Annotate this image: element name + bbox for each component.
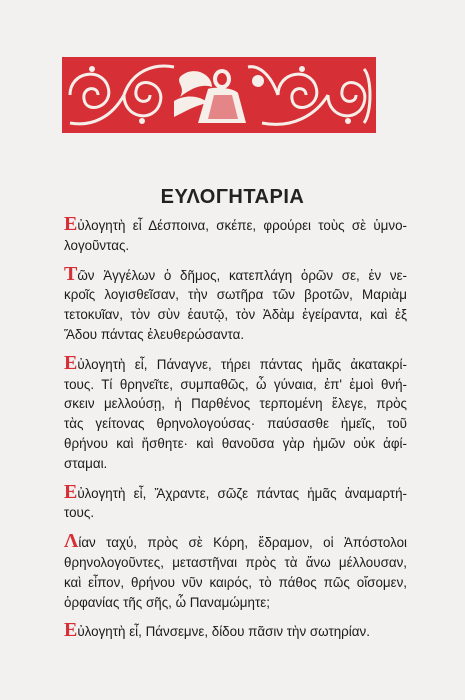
stanza	[64, 213, 407, 256]
page-title: ΕΥΛΟΓΗΤΑΡΙΑ	[160, 186, 305, 208]
red-initial: Ε	[64, 480, 78, 503]
stanza-line: Εὐλογητὴ εἶ, Ἄχραντε, σῶζε πάντας ἡμᾶς ἀναμαρτή-	[64, 480, 407, 503]
stanza-line: Εὐλογητὴ εἶ, Πάνσεμνε, δίδου πᾶσιν τὴν σωτηρίαν.	[64, 619, 370, 642]
stanza-line: Τῶν Ἀγγέλων ὁ δῆμος, κατεπλάγη ὁρῶν σε, ἐν νε-	[64, 262, 407, 285]
stanza-line: τους. Τί θρηνεῖτε, συμπαθῶς, ὦ γύναια, ἐπ' ἐμοὶ θνή-	[64, 376, 407, 392]
stanza	[64, 262, 407, 345]
stanza-line: Εὐλογητὴ εἶ, Πάναγνε, τήρει πάντας ἡμᾶς ἀκατακρί-	[64, 351, 407, 374]
floral-ornament-icon	[62, 57, 376, 133]
red-initial: Ε	[64, 351, 78, 374]
red-initial: Ε	[64, 619, 78, 642]
stanza-line: τὰς γείτονας θρηνολογούσας· παύσασθε ἡμεῖς, τοῦ	[64, 416, 407, 432]
stanza	[64, 530, 407, 612]
stanza-line: σταμαι.	[64, 455, 108, 471]
stanza	[64, 351, 407, 474]
stanza-line: ὀρφανίας τῆς σῆς, ὦ Παναμώμητε;	[64, 594, 270, 610]
stanza-line: τους.	[64, 505, 95, 521]
stanza-line: τετοκυῖαν, τὸν σὺν ἑαυτῷ, τὸν Ἀδὰμ ἐγείραντα, καὶ ἐξ	[64, 307, 407, 323]
stanza	[64, 619, 407, 642]
stanza-line: καὶ εἶπον, θρήνου νῦν καιρός, τὸ πάθος πῶς οἴσομεν,	[64, 574, 407, 590]
headpiece-ornament-icon	[62, 57, 376, 133]
stanza-line: κροῖς λογισθεῖσαν, τὴν σωτῆρα τῶν βροτῶν, Μαριὰμ	[64, 287, 407, 303]
stanza-line: θρηνολογοῦντες, μεταστῆναι πρὸς τὰ ἄνω μέλλουσαν,	[64, 554, 407, 570]
stanza-line: λογοῦντας.	[64, 237, 130, 253]
stanza-line: Ἅδου πάντας ἐλευθερώσαντα.	[64, 326, 245, 342]
stanza	[64, 480, 407, 524]
hymn-text	[64, 213, 407, 652]
red-initial: Λ	[64, 530, 79, 553]
stanza-line: Λίαν ταχύ, πρὸς σὲ Κόρη, ἔδραμον, οἱ Ἀπόστολοι	[64, 530, 407, 553]
stanza-line: σκειν μελλούσῃ, ἡ Παρθένος τερπομένη ἔλεγε, πρὸς	[64, 396, 407, 412]
stanza-line: θρήνου καὶ ἥσθητε· καὶ θανοῦσα γὰρ ἡμῶν οὐκ ἀφί-	[64, 435, 407, 451]
stanza-line: Εὐλογητὴ εἶ Δέσποινα, σκέπε, φρούρει τοὺς σὲ ὑμνο-	[64, 213, 407, 235]
red-initial: Τ	[64, 262, 78, 285]
red-initial: Ε	[64, 213, 78, 235]
